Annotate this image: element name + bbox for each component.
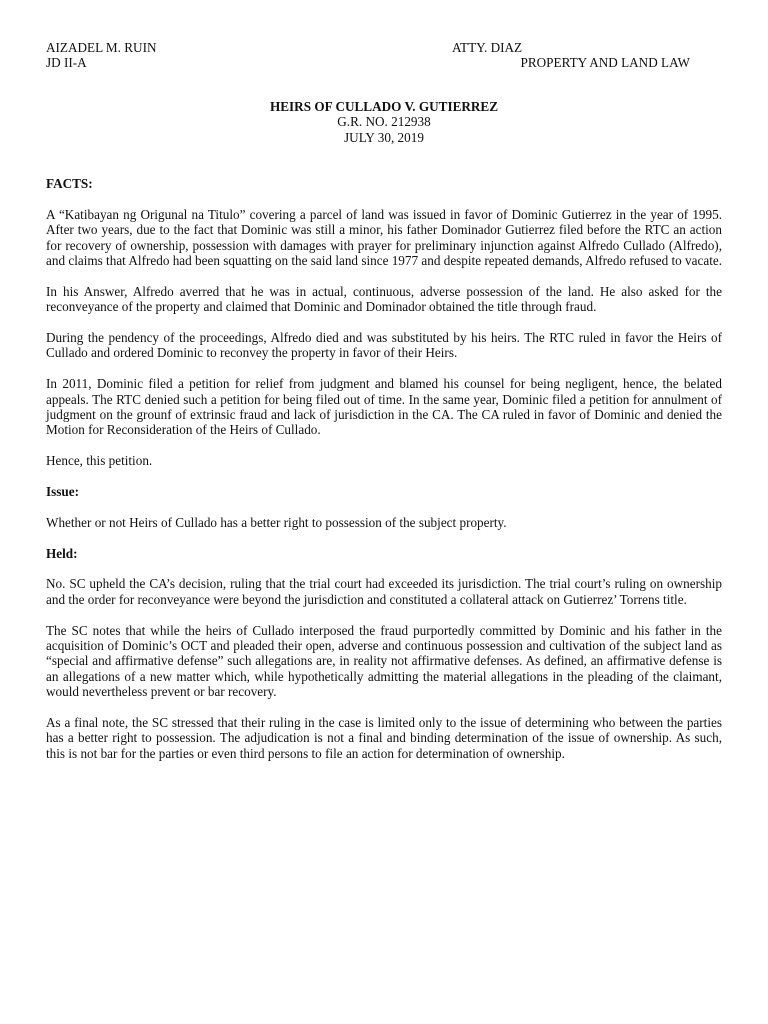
- held-heading: Held:: [46, 545, 78, 561]
- subject-name: PROPERTY AND LAND LAW: [520, 55, 690, 70]
- held-paragraph: No. SC upheld the CA’s decision, ruling that the trial court had exceeded its jurisdiction. The trial court’s ruling on ownership and the order for reconveyance were beyond the jurisdiction and constituted a collateral attack on Gutierrez’ Torrens title.: [46, 576, 722, 607]
- facts-paragraph: In his Answer, Alfredo averred that he was in actual, continuous, adverse possession of the land. He also asked for the reconveyance of the property and claimed that Dominic and Dominador obtained the title through fraud.: [46, 283, 722, 315]
- held-paragraph: The SC notes that while the heirs of Cullado interposed the fraud purportedly committed by Dominic and his father in the acquisition of Dominic’s OCT and pleaded their open, adverse and continuous possession and cultivation of the subject land as “special and affirmative defense” such allegations are, in reality not affirmative defenses. As defined, an affirmative defense is an allegations of a new matter which, while hypothetically admitting the material allegations in the pleading of the claimant, would nevertheless prevent or bar recovery.: [46, 622, 722, 700]
- document-body: [46, 176, 722, 777]
- case-title-block: [0, 99, 768, 145]
- header-row-2: [46, 55, 690, 71]
- year-section: JD II-A: [46, 55, 87, 70]
- facts-paragraph: In 2011, Dominic filed a petition for relief from judgment and blamed his counsel for being negligent, hence, the belated appeals. The RTC denied such a petition for being filed out of time. In the same year, Dominic filed a petition for annulment of judgment on the grounf of extrinsic fraud and lack of jurisdiction in the CA. The CA ruled in favor of Dominic and denied the Motion for Reconsideration of the Heirs of Cullado.: [46, 376, 722, 438]
- issue-text: Whether or not Heirs of Cullado has a better right to possession of the subject property.: [46, 514, 507, 530]
- facts-paragraph: Hence, this petition.: [46, 453, 153, 469]
- issue-heading: Issue:: [46, 484, 79, 500]
- facts-heading: FACTS:: [46, 176, 93, 191]
- facts-paragraph: A “Katibayan ng Origunal na Titulo” covering a parcel of land was issued in favor of Dominic Gutierrez in the year of 1995. After two years, due to the fact that Dominic was still a minor, his father Dominador Gutierrez filed before the RTC an action for recovery of ownership, possession with damages with prayer for preliminary injunction against Alfredo Cullado (Alfredo), and claims that Alfredo had been squatting on the said land since 1977 and despite repeated demands, Alfredo refused to vacate.: [46, 206, 723, 269]
- header-row-1: [46, 40, 690, 56]
- case-date: JULY 30, 2019: [344, 129, 424, 145]
- student-name: AIZADEL M. RUIN: [46, 40, 157, 55]
- held-paragraph: As a final note, the SC stressed that their ruling in the case is limited only to the issue of determining who between the parties has a better right to possession. The adjudication is not a final and binding determination of the issue of ownership. As such, this is not bar for the parties or even third persons to file an action for determination of ownership.: [46, 715, 722, 761]
- professor-name: ATTY. DIAZ: [452, 40, 523, 55]
- case-title: HEIRS OF CULLADO V. GUTIERREZ: [269, 99, 499, 114]
- case-gr-number: G.R. NO. 212938: [337, 114, 431, 130]
- facts-paragraph: During the pendency of the proceedings, Alfredo died and was substituted by his heirs. The RTC ruled in favor the Heirs of Cullado and ordered Dominic to reconvey the property in favor of their Heirs.: [46, 330, 722, 361]
